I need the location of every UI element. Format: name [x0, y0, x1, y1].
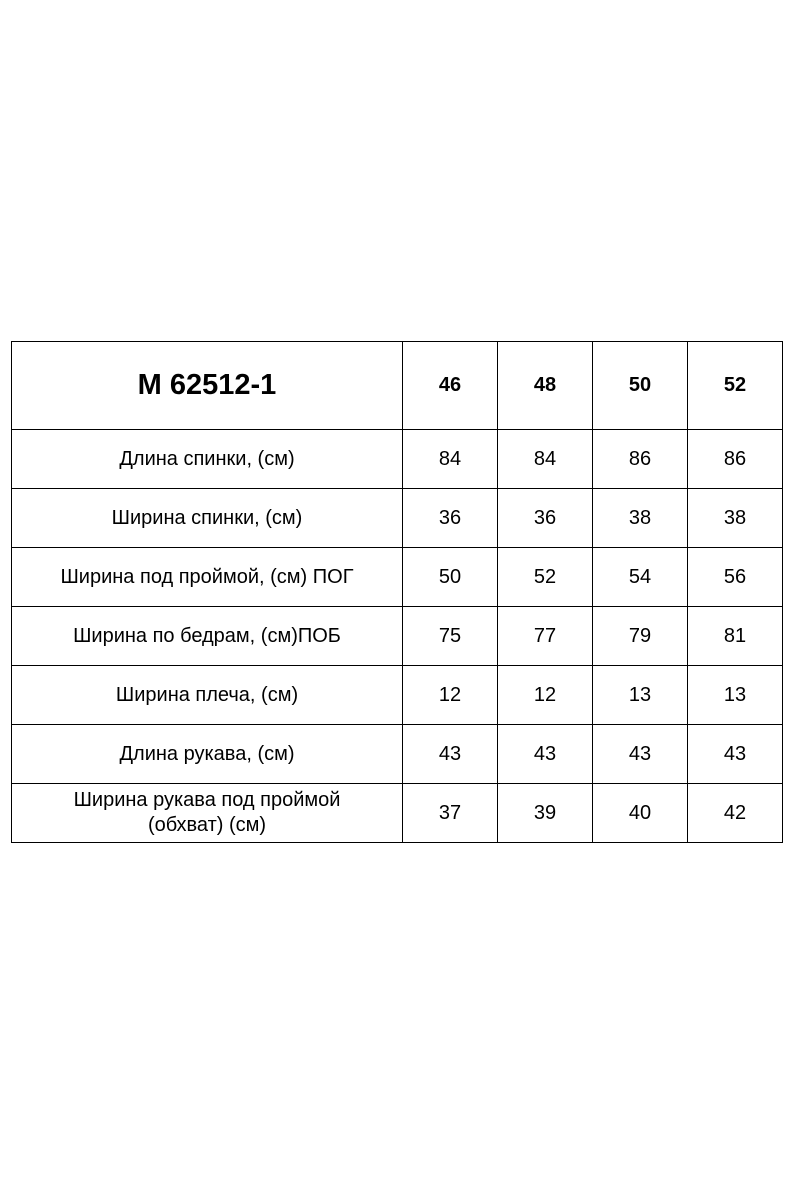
measurement-value: 54: [593, 548, 688, 607]
measurement-value: 84: [403, 430, 498, 489]
measurement-value: 12: [403, 666, 498, 725]
measurement-value: 86: [688, 430, 783, 489]
measurement-value: 86: [593, 430, 688, 489]
header-row: [12, 342, 783, 430]
measurement-value: 43: [593, 725, 688, 784]
measurement-label: Ширина по бедрам, (см)ПОБ: [12, 607, 403, 666]
measurement-value: 52: [498, 548, 593, 607]
table-row: [12, 489, 783, 548]
measurement-value: 12: [498, 666, 593, 725]
measurement-value: 42: [688, 784, 783, 843]
measurement-value: 84: [498, 430, 593, 489]
measurement-value: 75: [403, 607, 498, 666]
size-chart-table: [11, 341, 783, 843]
size-header-52: 52: [688, 342, 783, 430]
measurement-value: 36: [403, 489, 498, 548]
measurement-label: Ширина спинки, (см): [12, 489, 403, 548]
measurement-value: 38: [593, 489, 688, 548]
measurement-value: 43: [403, 725, 498, 784]
table-row: [12, 725, 783, 784]
table-row: [12, 430, 783, 489]
measurement-value: 39: [498, 784, 593, 843]
measurement-value: 13: [688, 666, 783, 725]
measurement-label: Длина спинки, (см): [12, 430, 403, 489]
measurement-value: 43: [688, 725, 783, 784]
measurement-value: 38: [688, 489, 783, 548]
measurement-value: 56: [688, 548, 783, 607]
measurement-value: 81: [688, 607, 783, 666]
measurement-value: 43: [498, 725, 593, 784]
table-row: [12, 548, 783, 607]
measurement-label: Ширина под проймой, (см) ПОГ: [12, 548, 403, 607]
measurement-label-text: Ширина рукава под проймой (обхват) (см): [73, 789, 341, 836]
size-header-46: 46: [403, 342, 498, 430]
table-row: [12, 607, 783, 666]
measurement-label: Длина рукава, (см): [12, 725, 403, 784]
measurement-value: 79: [593, 607, 688, 666]
measurement-value: 13: [593, 666, 688, 725]
size-header-48: 48: [498, 342, 593, 430]
measurement-value: 77: [498, 607, 593, 666]
measurement-value: 36: [498, 489, 593, 548]
measurement-label: Ширина плеча, (см): [12, 666, 403, 725]
measurement-value: 40: [593, 784, 688, 843]
table-row: [12, 666, 783, 725]
measurement-value: 50: [403, 548, 498, 607]
measurement-value: 37: [403, 784, 498, 843]
model-number: М 62512-1: [12, 342, 403, 430]
measurement-label: [12, 784, 403, 843]
size-header-50: 50: [593, 342, 688, 430]
table-row: [12, 784, 783, 843]
